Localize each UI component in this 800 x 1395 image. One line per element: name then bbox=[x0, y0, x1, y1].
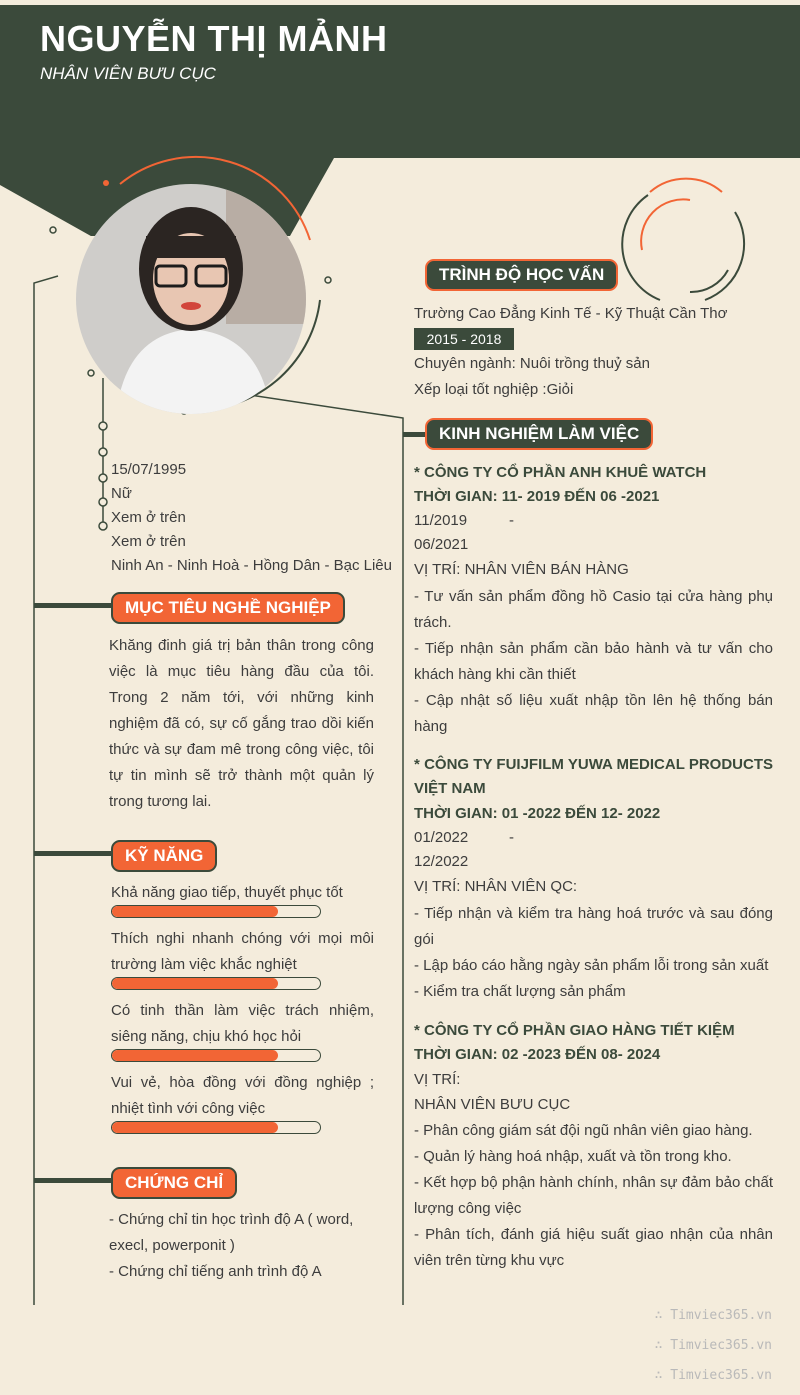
gender: Nữ bbox=[111, 485, 132, 502]
education-major: Chuyên ngành: Nuôi trồng thuỷ sản bbox=[414, 355, 650, 372]
job-1-duty-1: - Tư vấn sản phẩm đồng hồ Casio tại cửa hàng phụ trách. bbox=[414, 588, 773, 631]
certificates-heading: CHỨNG CHỈ bbox=[111, 1167, 237, 1199]
job-1-start: 11/2019 bbox=[414, 512, 468, 529]
email: Xem ở trên bbox=[111, 533, 186, 550]
education-grade: Xếp loại tốt nghiệp :Giỏi bbox=[414, 381, 574, 398]
skill-text-1: Khả năng giao tiếp, thuyết phục tốt bbox=[111, 884, 343, 901]
job-3-duty-3: - Kết hợp bộ phận hành chính, nhân sự đảm bảo chất lượng công việc bbox=[414, 1174, 773, 1217]
job-2-duty-2: - Lập báo cáo hằng ngày sản phẩm lỗi trong sản xuất bbox=[414, 957, 769, 974]
job-2-company: * CÔNG TY FUIJFILM YUWA MEDICAL PRODUCTS VIỆT NAM bbox=[414, 756, 773, 797]
job-2-duty-3: - Kiểm tra chất lượng sản phẩm bbox=[414, 983, 626, 1000]
skill-bar-1 bbox=[111, 905, 321, 918]
skill-bar-4 bbox=[111, 1121, 321, 1134]
job-3-period: THỜI GIAN: 02 -2023 ĐẾN 08- 2024 bbox=[414, 1046, 661, 1063]
job-2-start: 01/2022 bbox=[414, 829, 469, 846]
education-years: 2015 - 2018 bbox=[414, 328, 514, 350]
certificate-1: - Chứng chỉ tin học trình độ A ( word, execl, powerponit ) bbox=[109, 1211, 354, 1254]
skill-bar-fill bbox=[112, 1122, 278, 1133]
job-2-position: VỊ TRÍ: NHÂN VIÊN QC: bbox=[414, 878, 578, 895]
job-3-duty-4: - Phân tích, đánh giá hiệu suất giao nhận của nhân viên trên từng khu vực bbox=[414, 1226, 773, 1269]
watermark-text: Timviec365.vn bbox=[670, 1308, 772, 1323]
job-3-duty-1: - Phân công giám sát đội ngũ nhân viên giao hàng. bbox=[414, 1122, 753, 1139]
job-3-duty-2: - Quản lý hàng hoá nhập, xuất và tồn trong kho. bbox=[414, 1148, 732, 1165]
job-2-end: 12/2022 bbox=[414, 853, 469, 870]
skill-bar-fill bbox=[112, 1050, 278, 1061]
skill-bar-fill bbox=[112, 906, 278, 917]
watermark-text: Timviec365.vn bbox=[670, 1338, 772, 1353]
education-heading: TRÌNH ĐỘ HỌC VẤN bbox=[425, 259, 618, 291]
address: Ninh An - Ninh Hoà - Hồng Dân - Bạc Liêu bbox=[111, 557, 392, 574]
job-3-position: NHÂN VIÊN BƯU CỤC bbox=[414, 1096, 571, 1113]
candidate-job-title: NHÂN VIÊN BƯU CỤC bbox=[40, 64, 216, 83]
skill-text-3: Có tinh thần làm việc trách nhiệm, siêng năng, chịu khó học hỏi bbox=[111, 1002, 374, 1045]
education-school: Trường Cao Đẳng Kinh Tế - Kỹ Thuật Cần Thơ bbox=[414, 305, 728, 322]
watermark: ∴ Timviec365.vn bbox=[654, 1368, 772, 1383]
objective-heading: MỤC TIÊU NGHỀ NGHIỆP bbox=[111, 592, 345, 624]
job-1-duty-2: - Tiếp nhận sản phẩm cần bảo hành và tư vấn cho khách hàng khi cần thiết bbox=[414, 640, 773, 683]
experience-heading: KINH NGHIỆM LÀM VIỆC bbox=[425, 418, 653, 450]
job-3-position-label: VỊ TRÍ: bbox=[414, 1071, 461, 1088]
job-1-end: 06/2021 bbox=[414, 536, 469, 553]
skill-bar-3 bbox=[111, 1049, 321, 1062]
birthday: 15/07/1995 bbox=[111, 461, 187, 478]
objective-text: Khăng đinh giá trị bản thân trong công việc là mục tiêu hàng đầu của tôi. Trong 2 năm tới, với những kinh nghiệm đã có, sự cố gắng trao dồi kiến thức và sự đam mê trong công việc, tôi tự tin mình sẽ trở thành một quản lý trong tương lai. bbox=[109, 637, 374, 810]
watermark: ∴ Timviec365.vn bbox=[654, 1338, 772, 1353]
portrait-image bbox=[76, 184, 306, 414]
watermark: ∴ Timviec365.vn bbox=[654, 1308, 772, 1323]
watermark-text: Timviec365.vn bbox=[670, 1368, 772, 1383]
avatar bbox=[76, 184, 306, 414]
job-1-period: THỜI GIAN: 11- 2019 ĐẾN 06 -2021 bbox=[414, 488, 660, 505]
job-1-position: VỊ TRÍ: NHÂN VIÊN BÁN HÀNG bbox=[414, 561, 629, 578]
candidate-name: NGUYỄN THỊ MẢNH bbox=[40, 18, 388, 59]
job-1-dash: - bbox=[509, 512, 514, 529]
skill-text-4: Vui vẻ, hòa đồng với đồng nghiệp ; nhiệt tình với công việc bbox=[111, 1074, 374, 1117]
job-2-period: THỜI GIAN: 01 -2022 ĐẾN 12- 2022 bbox=[414, 805, 661, 822]
job-2-duty-1: - Tiếp nhận và kiểm tra hàng hoá trước và sau đóng gói bbox=[414, 905, 773, 948]
skill-text-2: Thích nghi nhanh chóng với mọi môi trường làm việc khắc nghiệt bbox=[111, 930, 374, 973]
job-2-dash: - bbox=[509, 829, 514, 846]
skill-bar-fill bbox=[112, 978, 278, 989]
job-3-company: * CÔNG TY CỔ PHẦN GIAO HÀNG TIẾT KIỆM bbox=[414, 1022, 735, 1039]
job-1-company: * CÔNG TY CỔ PHẦN ANH KHUÊ WATCH bbox=[414, 464, 707, 481]
skills-heading: KỸ NĂNG bbox=[111, 840, 217, 872]
phone: Xem ở trên bbox=[111, 509, 186, 526]
job-1-duty-3: - Cập nhật số liệu xuất nhập tồn lên hệ thống bán hàng bbox=[414, 692, 773, 735]
skill-bar-2 bbox=[111, 977, 321, 990]
certificate-2: - Chứng chỉ tiếng anh trình độ A bbox=[109, 1263, 322, 1280]
personal-info bbox=[111, 458, 392, 578]
